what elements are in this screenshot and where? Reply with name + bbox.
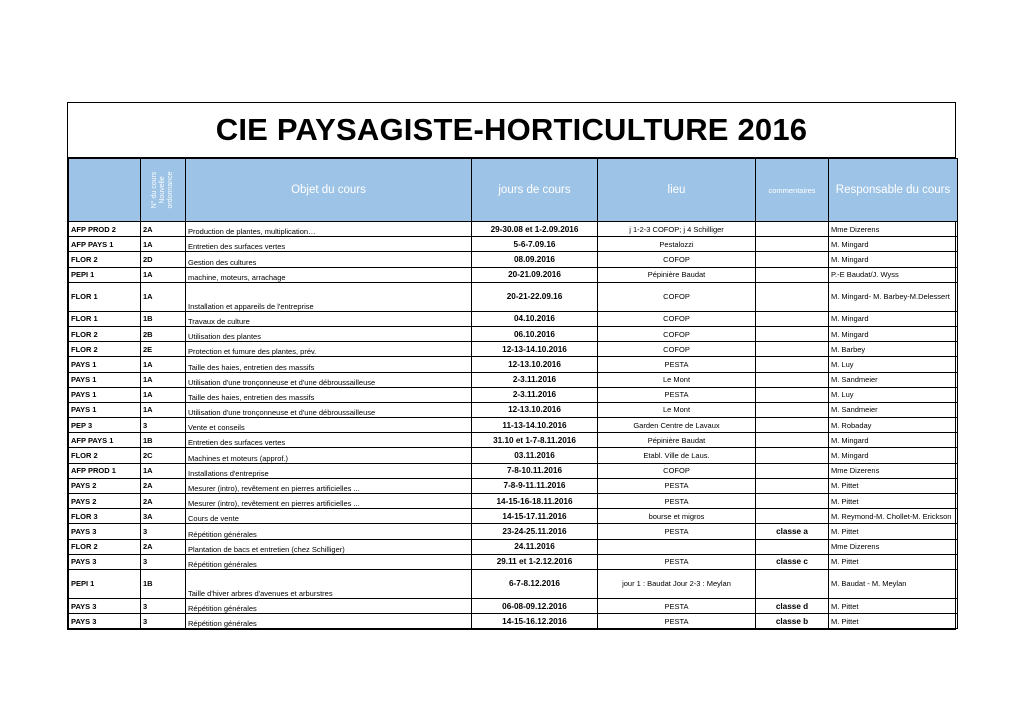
table-row — [69, 448, 958, 463]
course-number-cell: 3 — [141, 598, 186, 613]
course-subject-cell: Cours de vente — [186, 509, 472, 524]
course-comment-cell: classe c — [756, 554, 829, 569]
course-dates-cell: 7-8-9-11.11.2016 — [472, 478, 598, 493]
course-subject-cell: Mesurer (intro), revêtement en pierres artificielles ... — [186, 478, 472, 493]
course-number-cell: 2A — [141, 478, 186, 493]
course-location-cell: PESTA — [598, 478, 756, 493]
course-comment-cell — [756, 539, 829, 554]
course-location-cell: Le Mont — [598, 372, 756, 387]
course-responsible-cell: M. Mingard — [829, 237, 958, 252]
course-responsible-cell: M. Luy — [829, 357, 958, 372]
course-number-cell: 1A — [141, 237, 186, 252]
course-dates-cell: 14-15-16.12.2016 — [472, 614, 598, 629]
header-course-number-line2: Nouvelle — [159, 176, 166, 204]
header-row — [69, 159, 958, 222]
header-course-number-line1: N° du cours — [151, 171, 158, 209]
course-responsible-cell: M. Pittet — [829, 478, 958, 493]
course-comment-cell — [756, 448, 829, 463]
course-number-cell: 1A — [141, 463, 186, 478]
course-number-cell: 2A — [141, 539, 186, 554]
course-code-cell: PEP 3 — [69, 418, 141, 433]
course-dates-cell: 24.11.2016 — [472, 539, 598, 554]
course-location-cell: COFOP — [598, 326, 756, 341]
course-dates-cell: 29-30.08 et 1-2.09.2016 — [472, 222, 598, 237]
course-number-cell: 3 — [141, 614, 186, 629]
course-location-cell: COFOP — [598, 252, 756, 267]
course-comment-cell — [756, 342, 829, 357]
course-code-cell: FLOR 2 — [69, 326, 141, 341]
header-course-number-line3: ordonnance — [167, 171, 174, 209]
course-subject-cell: Gestion des cultures — [186, 252, 472, 267]
course-number-cell: 2A — [141, 222, 186, 237]
course-dates-cell: 23-24-25.11.2016 — [472, 524, 598, 539]
course-subject-cell: Production de plantes, multiplication… — [186, 222, 472, 237]
title-row — [68, 103, 955, 158]
course-subject-cell: Plantation de bacs et entretien (chez Schilliger) — [186, 539, 472, 554]
course-dates-cell: 14-15-16-18.11.2016 — [472, 494, 598, 509]
table-row — [69, 402, 958, 417]
course-dates-cell: 03.11.2016 — [472, 448, 598, 463]
course-comment-cell — [756, 237, 829, 252]
table-row — [69, 267, 958, 282]
course-subject-cell: Protection et fumure des plantes, prév. — [186, 342, 472, 357]
course-comment-cell — [756, 509, 829, 524]
course-dates-cell: 14-15-17.11.2016 — [472, 509, 598, 524]
header-commentaires: commentaires — [756, 159, 829, 222]
course-number-cell: 1A — [141, 372, 186, 387]
course-subject-cell: Entretien des surfaces vertes — [186, 237, 472, 252]
course-comment-cell — [756, 267, 829, 282]
course-responsible-cell: M. Luy — [829, 387, 958, 402]
course-comment-cell — [756, 252, 829, 267]
header-objet: Objet du cours — [186, 159, 472, 222]
course-number-cell: 2A — [141, 494, 186, 509]
course-comment-cell — [756, 569, 829, 598]
table-row — [69, 372, 958, 387]
course-responsible-cell: M. Sandmeier — [829, 372, 958, 387]
course-comment-cell — [756, 402, 829, 417]
course-code-cell: AFP PAYS 1 — [69, 433, 141, 448]
course-comment-cell — [756, 222, 829, 237]
table-row — [69, 539, 958, 554]
course-code-cell: PAYS 2 — [69, 478, 141, 493]
course-responsible-cell: Mme Dizerens — [829, 539, 958, 554]
course-responsible-cell: M. Pittet — [829, 494, 958, 509]
course-location-cell: bourse et migros — [598, 509, 756, 524]
course-responsible-cell: M. Pittet — [829, 554, 958, 569]
course-subject-cell: Répétition générales — [186, 524, 472, 539]
table-row — [69, 554, 958, 569]
course-location-cell: Etabl. Ville de Laus. — [598, 448, 756, 463]
course-location-cell: j 1-2-3 COFOP; j 4 Schilliger — [598, 222, 756, 237]
course-code-cell: FLOR 1 — [69, 282, 141, 311]
course-code-cell: AFP PROD 2 — [69, 222, 141, 237]
course-responsible-cell: M. Sandmeier — [829, 402, 958, 417]
table-row — [69, 282, 958, 311]
table-row — [69, 509, 958, 524]
course-number-cell: 1A — [141, 402, 186, 417]
course-location-cell: PESTA — [598, 494, 756, 509]
course-code-cell: PAYS 2 — [69, 494, 141, 509]
course-subject-cell: Utilisation d'une tronçonneuse et d'une débroussailleuse — [186, 402, 472, 417]
course-dates-cell: 2-3.11.2016 — [472, 372, 598, 387]
table-row — [69, 252, 958, 267]
course-subject-cell: Utilisation des plantes — [186, 326, 472, 341]
course-responsible-cell: M. Mingard — [829, 448, 958, 463]
course-comment-cell — [756, 418, 829, 433]
course-subject-cell: machine, moteurs, arrachage — [186, 267, 472, 282]
course-code-cell: FLOR 2 — [69, 539, 141, 554]
header-course-number — [141, 159, 186, 222]
course-code-cell: PAYS 1 — [69, 402, 141, 417]
course-code-cell: PEPI 1 — [69, 569, 141, 598]
course-code-cell: FLOR 2 — [69, 342, 141, 357]
course-location-cell: PESTA — [598, 614, 756, 629]
course-schedule-sheet — [67, 102, 956, 630]
course-code-cell: PAYS 3 — [69, 554, 141, 569]
course-subject-cell: Taille des haies, entretien des massifs — [186, 357, 472, 372]
course-number-cell: 3 — [141, 554, 186, 569]
course-dates-cell: 20-21.09.2016 — [472, 267, 598, 282]
course-code-cell: FLOR 1 — [69, 311, 141, 326]
course-dates-cell: 06.10.2016 — [472, 326, 598, 341]
table-row — [69, 237, 958, 252]
course-comment-cell — [756, 478, 829, 493]
table-row — [69, 418, 958, 433]
course-dates-cell: 29.11 et 1-2.12.2016 — [472, 554, 598, 569]
course-subject-cell: Installations d'entreprise — [186, 463, 472, 478]
table-row — [69, 222, 958, 237]
course-responsible-cell: Mme Dizerens — [829, 222, 958, 237]
course-code-cell: PAYS 1 — [69, 357, 141, 372]
course-comment-cell — [756, 494, 829, 509]
course-dates-cell: 2-3.11.2016 — [472, 387, 598, 402]
course-responsible-cell: M. Baudat - M. Meylan — [829, 569, 958, 598]
course-subject-cell: Répétition générales — [186, 554, 472, 569]
course-number-cell: 3 — [141, 524, 186, 539]
course-comment-cell — [756, 433, 829, 448]
table-row — [69, 357, 958, 372]
course-location-cell: Pépinière Baudat — [598, 267, 756, 282]
course-number-cell: 1B — [141, 311, 186, 326]
course-dates-cell: 6-7-8.12.2016 — [472, 569, 598, 598]
course-comment-cell — [756, 282, 829, 311]
course-comment-cell — [756, 372, 829, 387]
course-number-cell: 1A — [141, 282, 186, 311]
course-dates-cell: 7-8-10.11.2016 — [472, 463, 598, 478]
course-number-cell: 1A — [141, 357, 186, 372]
course-responsible-cell: M. Mingard — [829, 326, 958, 341]
course-dates-cell: 12-13.10.2016 — [472, 357, 598, 372]
course-location-cell: PESTA — [598, 554, 756, 569]
course-responsible-cell: M. Reymond-M. Chollet-M. Erickson — [829, 509, 958, 524]
course-dates-cell: 11-13-14.10.2016 — [472, 418, 598, 433]
course-location-cell: COFOP — [598, 342, 756, 357]
course-responsible-cell: Mme Dizerens — [829, 463, 958, 478]
course-comment-cell — [756, 357, 829, 372]
course-code-cell: PAYS 3 — [69, 524, 141, 539]
course-location-cell: PESTA — [598, 598, 756, 613]
course-number-cell: 2E — [141, 342, 186, 357]
course-number-cell: 1B — [141, 569, 186, 598]
course-comment-cell: classe d — [756, 598, 829, 613]
table-row — [69, 494, 958, 509]
course-code-cell: PAYS 3 — [69, 598, 141, 613]
course-subject-cell: Machines et moteurs (approf.) — [186, 448, 472, 463]
course-code-cell: AFP PROD 1 — [69, 463, 141, 478]
course-dates-cell: 5-6-7.09.16 — [472, 237, 598, 252]
course-comment-cell — [756, 463, 829, 478]
table-row — [69, 569, 958, 598]
course-subject-cell: Taille des haies, entretien des massifs — [186, 387, 472, 402]
course-comment-cell — [756, 387, 829, 402]
course-comment-cell — [756, 311, 829, 326]
table-row — [69, 342, 958, 357]
table-row — [69, 598, 958, 613]
course-code-cell: PAYS 1 — [69, 372, 141, 387]
course-number-cell: 1A — [141, 267, 186, 282]
course-subject-cell: Entretien des surfaces vertes — [186, 433, 472, 448]
header-jours: jours de cours — [472, 159, 598, 222]
course-comment-cell: classe b — [756, 614, 829, 629]
course-comment-cell — [756, 326, 829, 341]
course-dates-cell: 12-13-14.10.2016 — [472, 342, 598, 357]
course-dates-cell: 20-21-22.09.16 — [472, 282, 598, 311]
course-code-cell: PAYS 3 — [69, 614, 141, 629]
course-subject-cell: Taille d'hiver arbres d'avenues et arburstres — [186, 569, 472, 598]
course-responsible-cell: M. Pittet — [829, 614, 958, 629]
course-code-cell: FLOR 3 — [69, 509, 141, 524]
course-dates-cell: 04.10.2016 — [472, 311, 598, 326]
page-title: CIE PAYSAGISTE-HORTICULTURE 2016 — [215, 112, 808, 147]
course-code-cell: FLOR 2 — [69, 448, 141, 463]
course-number-cell: 2C — [141, 448, 186, 463]
course-location-cell: COFOP — [598, 282, 756, 311]
course-location-cell: COFOP — [598, 463, 756, 478]
course-subject-cell: Répétition générales — [186, 614, 472, 629]
table-row — [69, 326, 958, 341]
course-responsible-cell: M. Pittet — [829, 598, 958, 613]
course-code-cell: PEPI 1 — [69, 267, 141, 282]
course-location-cell: PESTA — [598, 387, 756, 402]
course-location-cell: PESTA — [598, 357, 756, 372]
header-responsable: Responsable du cours — [829, 159, 958, 222]
course-dates-cell: 12-13.10.2016 — [472, 402, 598, 417]
table-row — [69, 311, 958, 326]
header-code-cell — [69, 159, 141, 222]
course-location-cell: Garden Centre de Lavaux — [598, 418, 756, 433]
course-location-cell: PESTA — [598, 524, 756, 539]
course-location-cell — [598, 539, 756, 554]
course-responsible-cell: M. Robaday — [829, 418, 958, 433]
course-responsible-cell: M. Barbey — [829, 342, 958, 357]
course-location-cell: Pépinière Baudat — [598, 433, 756, 448]
table-row — [69, 478, 958, 493]
course-number-cell: 2B — [141, 326, 186, 341]
course-responsible-cell: P.-E Baudat/J. Wyss — [829, 267, 958, 282]
table-row — [69, 387, 958, 402]
course-location-cell: jour 1 : Baudat Jour 2-3 : Meylan — [598, 569, 756, 598]
table-row — [69, 433, 958, 448]
course-subject-cell: Utilisation d'une tronçonneuse et d'une débroussailleuse — [186, 372, 472, 387]
course-subject-cell: Travaux de culture — [186, 311, 472, 326]
table-row — [69, 524, 958, 539]
course-code-cell: PAYS 1 — [69, 387, 141, 402]
course-dates-cell: 06-08-09.12.2016 — [472, 598, 598, 613]
course-table — [68, 158, 958, 629]
course-responsible-cell: M. Mingard — [829, 311, 958, 326]
course-comment-cell: classe a — [756, 524, 829, 539]
course-responsible-cell: M. Pittet — [829, 524, 958, 539]
course-number-cell: 3 — [141, 418, 186, 433]
course-subject-cell: Installation et appareils de l'entreprise — [186, 282, 472, 311]
course-number-cell: 1B — [141, 433, 186, 448]
course-responsible-cell: M. Mingard — [829, 433, 958, 448]
course-code-cell: AFP PAYS 1 — [69, 237, 141, 252]
course-number-cell: 2D — [141, 252, 186, 267]
course-number-cell: 3A — [141, 509, 186, 524]
course-responsible-cell: M. Mingard — [829, 252, 958, 267]
course-subject-cell: Mesurer (intro), revêtement en pierres artificielles ... — [186, 494, 472, 509]
course-code-cell: FLOR 2 — [69, 252, 141, 267]
course-subject-cell: Vente et conseils — [186, 418, 472, 433]
course-number-cell: 1A — [141, 387, 186, 402]
table-row — [69, 463, 958, 478]
table-body — [69, 222, 958, 629]
table-row — [69, 614, 958, 629]
header-lieu: lieu — [598, 159, 756, 222]
course-location-cell: Le Mont — [598, 402, 756, 417]
course-dates-cell: 31.10 et 1-7-8.11.2016 — [472, 433, 598, 448]
course-subject-cell: Répétition générales — [186, 598, 472, 613]
course-location-cell: COFOP — [598, 311, 756, 326]
course-location-cell: Pestalozzi — [598, 237, 756, 252]
course-dates-cell: 08.09.2016 — [472, 252, 598, 267]
course-responsible-cell: M. Mingard- M. Barbey-M.Delessert — [829, 282, 958, 311]
